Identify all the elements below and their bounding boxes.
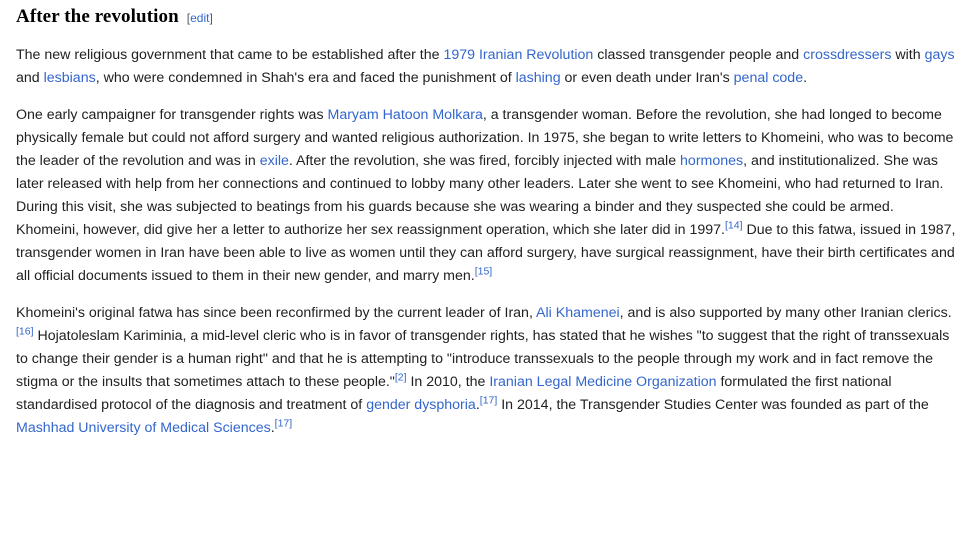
reference-marker[interactable] (480, 394, 498, 406)
edit-section-link[interactable] (187, 11, 213, 25)
reference-link[interactable]: [16] (16, 325, 34, 338)
reference-marker[interactable] (275, 417, 293, 429)
reference-link[interactable]: [17] (479, 394, 498, 407)
edit-bracket-close: ] (209, 11, 213, 25)
wiki-link[interactable]: penal code (733, 70, 804, 86)
paragraph-1: The new religious government that came to be established after the 1979 Iranian Revolution classed transgender people and crossdressers with gays and lesbians, who were condemned in Shah's era and faced the punishment of lashing or even death under Iran's penal code. (16, 47, 955, 86)
reference-marker[interactable] (725, 219, 743, 231)
wiki-link[interactable]: Ali Khamenei (536, 305, 620, 321)
wiki-link[interactable]: Iranian Legal Medicine Organization (489, 374, 717, 390)
page-title: After the revolution (16, 6, 179, 27)
wiki-link[interactable]: crossdressers (803, 47, 892, 63)
reference-marker[interactable] (16, 325, 34, 337)
wiki-link[interactable]: lesbians (43, 70, 96, 86)
reference-marker[interactable] (395, 371, 407, 383)
wiki-link[interactable]: Maryam Hatoon Molkara (327, 107, 483, 123)
reference-link[interactable]: [2] (394, 371, 407, 384)
reference-link[interactable]: [14] (725, 219, 743, 232)
reference-link[interactable]: [15] (474, 265, 493, 278)
reference-marker[interactable] (475, 265, 493, 277)
edit-link[interactable]: edit (190, 11, 210, 25)
reference-link[interactable]: [17] (274, 417, 293, 430)
paragraph-2: One early campaigner for transgender rights was Maryam Hatoon Molkara, a transgender woman. Before the revolution, she had longed to become physically female but could not afford surgery and wanted religious authorization. In 1975, she began to write letters to Khomeini, who was to become the leader of the revolution and was in exile. After the revolution, she was fired, forcibly injected with male hormones, and institutionalized. She was later released with help from her connections and continued to lobby many other leaders. Later she went to see Khomeini, who had returned to Iran. During this visit, she was subjected to beatings from his guards because she was wearing a binder and they suspected she could be armed. Khomeini, however, did give her a letter to authorize her sex reassignment operation, which she later did in 1997.[14] Due to this fatwa, issued in 1987, transgender women in Iran have been able to live as women until they can afford surgery, have surgical reassignment, have their birth certificates and all official documents issued to them in their new gender, and marry men.[15] (16, 107, 956, 284)
wiki-link[interactable]: lashing (515, 70, 561, 86)
paragraph-3: Khomeini's original fatwa has since been reconfirmed by the current leader of Iran, Ali Khamenei, and is also supported by many other Iranian clerics.[16] Hojatoleslam Kariminia, a mid-level cleric who is in favor of transgender rights, has stated that he wishes "to suggest that the right of transsexuals to change their gender is a human right" and that he is attempting to "introduce transsexuals to the people through my work and in fact remove the stigma or the insults that sometimes attach to these people."[2] In 2010, the Iranian Legal Medicine Organization formulated the first national standardised protocol of the diagnosis and treatment of gender dysphoria.[17] In 2014, the Transgender Studies Center was founded as part of the Mashhad University of Medical Sciences.[17] (16, 305, 952, 436)
wiki-link[interactable]: gays (924, 47, 955, 63)
wiki-link[interactable]: gender dysphoria (366, 397, 476, 413)
wiki-link[interactable]: 1979 Iranian Revolution (443, 47, 594, 63)
wiki-link[interactable]: exile (259, 153, 289, 169)
section-heading (16, 6, 960, 30)
wiki-link[interactable]: hormones (680, 153, 744, 169)
edit-bracket-open: [ (186, 11, 191, 25)
wiki-link[interactable]: Mashhad University of Medical Sciences (16, 420, 271, 436)
